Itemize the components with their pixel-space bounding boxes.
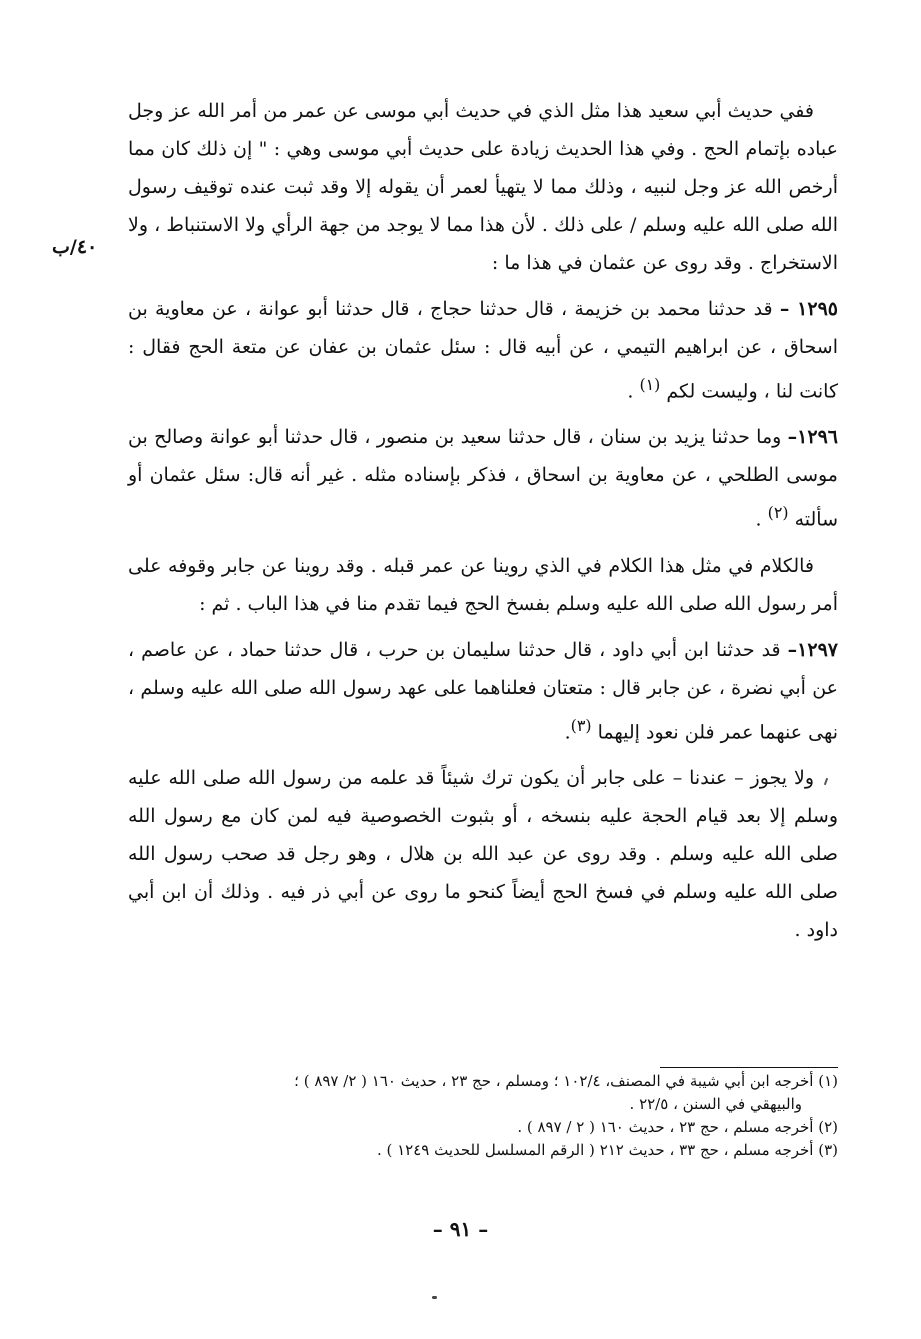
paragraph-commentary: فالكلام في مثل هذا الكلام في الذي روينا عن عمر قبله . وقد روينا عن جابر وقوفه على أمر رسول الله صلى الله عليه وسلم بفسخ الحج فيما تقدم منا في هذا الباب . ثم : <box>128 554 838 615</box>
paragraph-intro: ففي حديث أبي سعيد هذا مثل الذي في حديث أبي موسى عن عمر من أمر الله عز وجل عباده بإتمام الحج . وفي هذا الحديث زيادة على حديث أبي موسى وهي : " إن ذلك كان مما أرخص الله عز وجل لنبيه ، وذلك مما لا يتهيأ لعمر أن يقوله إلا وقد ثبت عنده توقيف رسول الله صلى الله عليه وسلم / على ذلك . لأن هذا مما لا يوجد من جهة الرأي ولا الاستنباط ، ولا الاستخراج . وقد روى عن عثمان في هذا ما : <box>128 100 838 274</box>
hadith-end: . <box>564 720 571 743</box>
main-text <box>128 92 838 957</box>
footnote-divider <box>660 1067 838 1068</box>
page-number: – ٩١ – <box>432 1217 489 1241</box>
ink-dot <box>432 1296 437 1299</box>
footnote-ref: (٣) <box>570 715 592 735</box>
hadith-1297 <box>128 631 838 751</box>
hadith-number: ١٢٩٦– <box>787 426 838 449</box>
hadith-number: ١٢٩٧– <box>787 638 838 661</box>
footnote-ref: (١) <box>639 375 661 394</box>
hadith-end: . <box>627 380 640 403</box>
footnote-1: (١) أخرجه ابن أبي شيبة في المصنف، ١٠٢/٤ ؛ ومسلم ، حج ٢٣ ، حديث ١٦٠ ( ٢/ ٨٩٧ ) ؛ <box>294 1072 838 1090</box>
footnote-3: (٣) أخرجه مسلم ، حج ٣٣ ، حديث ٢١٢ ( الرقم المسلسل للحديث ١٢٤٩ ) . <box>376 1141 838 1159</box>
footnote-1-continued: والبيهقي في السنن ، ٢٢/٥ . <box>629 1095 802 1113</box>
hadith-end: . <box>755 508 768 531</box>
hadith-1295 <box>128 290 838 410</box>
hadith-text: قد حدثنا محمد بن خزيمة ، قال حدثنا حجاج ، قال حدثنا أبو عوانة ، عن معاوية بن اسحاق ، عن ابراهيم التيمي ، عن أبيه قال : سئل عثمان بن عفان عن متعة الحج فقال : كانت لنا ، وليست لكم <box>128 298 838 403</box>
footnote-ref: (٢) <box>767 503 789 523</box>
margin-folio-note: ٤٠/ب <box>52 236 98 258</box>
hadith-1296 <box>128 418 838 538</box>
hadith-text: قد حدثنا ابن أبي داود ، قال حدثنا سليمان بن حرب ، قال حدثنا حماد ، عن عاصم ، عن أبي نضرة ، عن جابر قال : متعتان فعلناهما على عهد رسول الله صلى الله عليه وسلم ، نهى عنهما عمر فلن نعود إليهما <box>128 638 838 743</box>
footnote-2: (٢) أخرجه مسلم ، حج ٢٣ ، حديث ١٦٠ ( ٢ / ٨٩٧ ) . <box>517 1118 838 1136</box>
footnotes <box>128 1070 838 1162</box>
paragraph-closing: ولا يجوز – عندنا – على جابر أن يكون ترك شيئاً قد علمه من رسول الله صلى الله عليه وسلم إلا بعد قيام الحجة عليه بنسخه ، أو بثبوت الخصوصية فيه لمن كان مع رسول الله صلى الله عليه وسلم . وقد روى عن عبد الله بن هلال ، وهو رجل قد صحب رسول الله صلى الله عليه وسلم في فسخ الحج أيضاً كنحو ما روى عن أبي ذر فيه . وذلك أن ابن أبي داود . <box>128 766 838 941</box>
hadith-number: ١٢٩٥ – <box>779 298 838 320</box>
hadith-text: وما حدثنا يزيد بن سنان ، قال حدثنا سعيد بن منصور ، قال حدثنا أبو عوانة وصالح بن موسى الطلحي ، عن معاوية بن اسحاق ، فذكر بإسناده مثله . غير أنه قال: سئل عثمان أو سألته <box>128 426 838 531</box>
